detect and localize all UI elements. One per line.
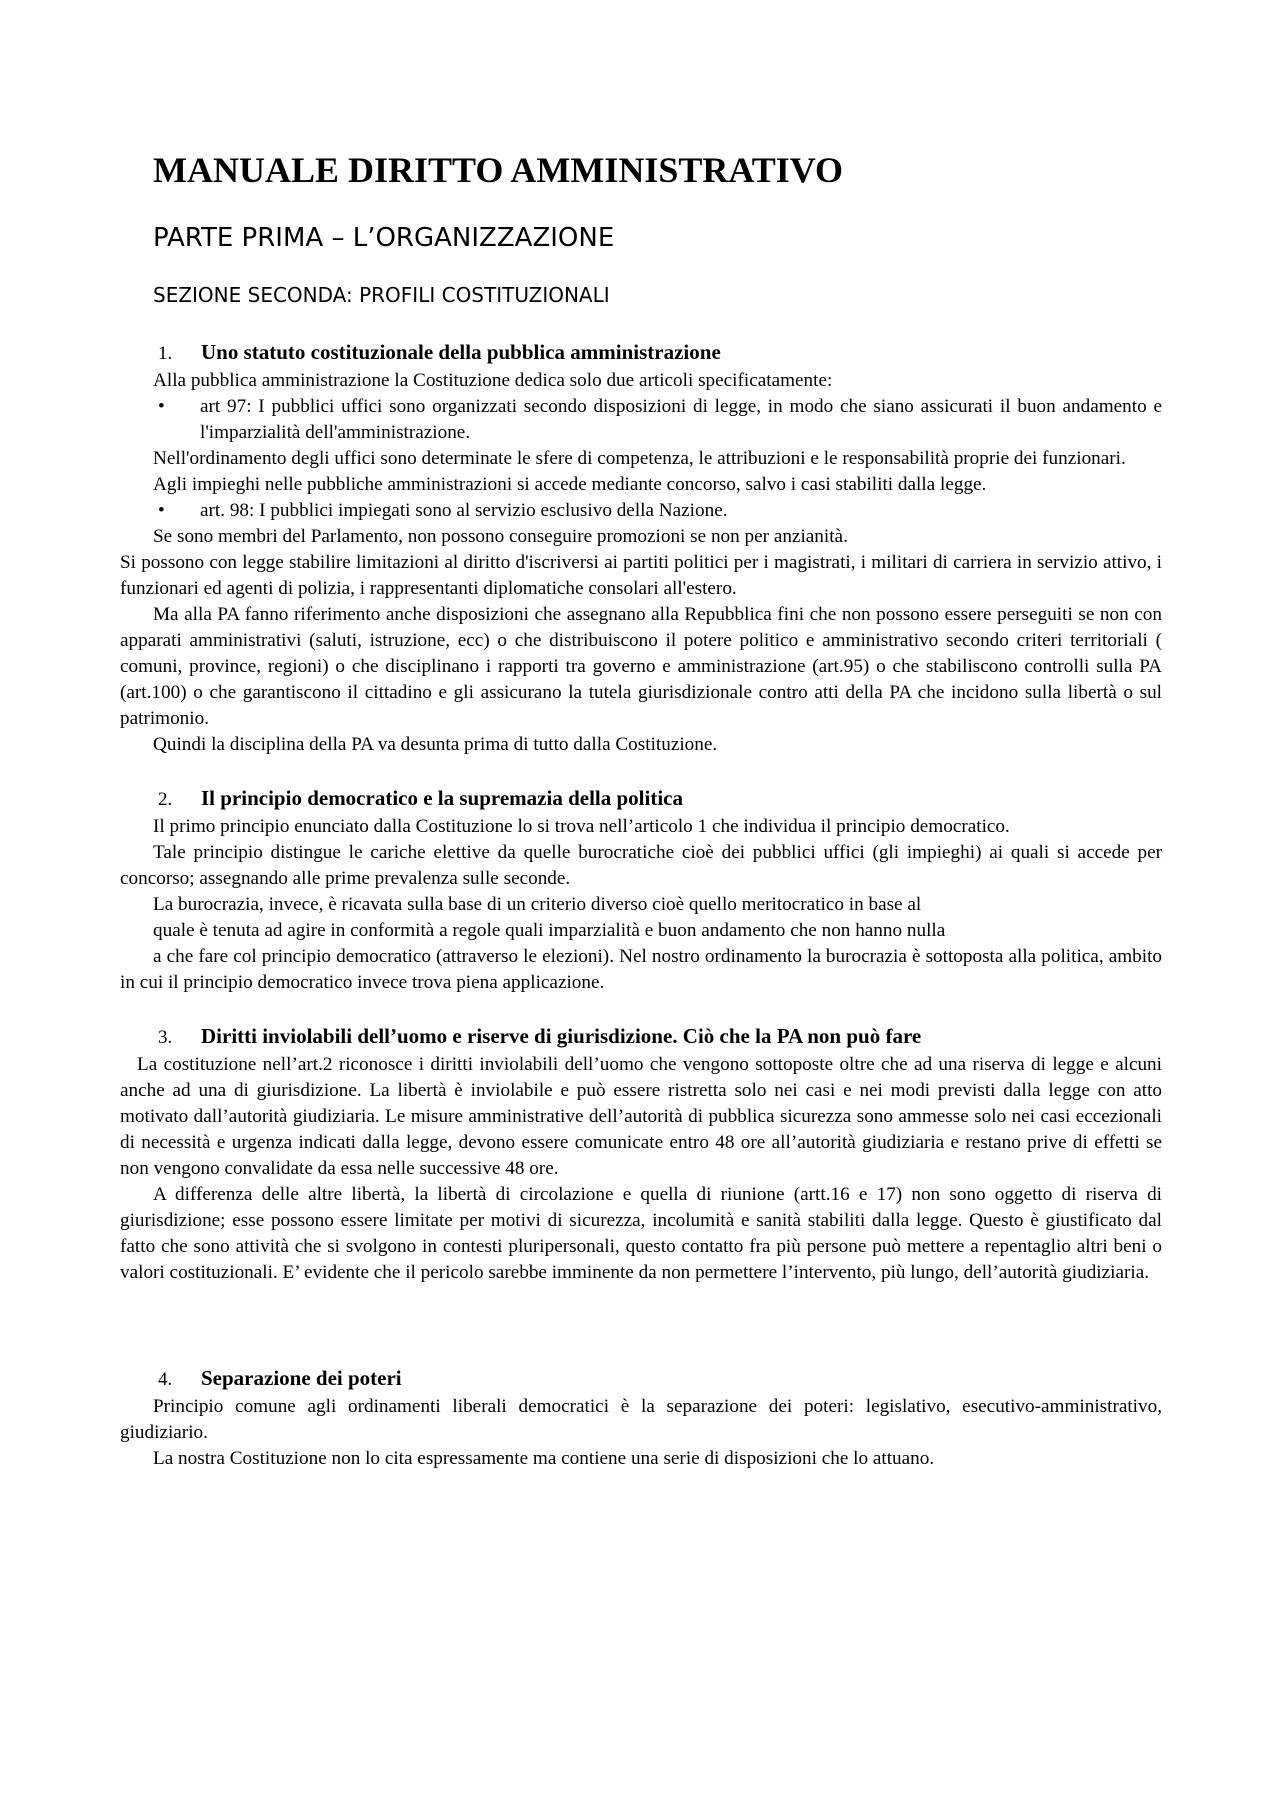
section-number: 3. xyxy=(158,1027,173,1048)
section-heading: Diritti inviolabili dell’uomo e riserve di giurisdizione. Ciò che la PA non può fare xyxy=(201,1024,922,1048)
paragraph: Agli impieghi nelle pubbliche amministrazioni si accede mediante concorso, salvo i casi stabiliti dalla legge. xyxy=(153,474,987,495)
heading-section-3 xyxy=(158,1022,1162,1052)
paragraph: Tale principio distingue le cariche elettive da quelle burocratiche cioè dei pubblici uffici (gli impieghi) ai quali si accede per concorso; assegnando alle prime prevalenza sulle seconde. xyxy=(120,842,1162,889)
paragraph: Alla pubblica amministrazione la Costituzione dedica solo due articoli specificatamente: xyxy=(153,370,833,391)
paragraph: Quindi la disciplina della PA va desunta prima di tutto dalla Costituzione. xyxy=(153,734,718,755)
section-heading: Separazione dei poteri xyxy=(201,1366,402,1390)
list-item xyxy=(120,498,1162,524)
paragraph: Nell'ordinamento degli uffici sono determinate le sfere di competenza, le attribuzioni e le responsabilità proprie dei funzionari. xyxy=(153,448,1126,469)
bullet-icon: • xyxy=(158,396,165,417)
document-title: MANUALE DIRITTO AMMINISTRATIVO xyxy=(153,150,844,190)
paragraph: La nostra Costituzione non lo cita espressamente ma contiene una serie di disposizioni che lo attuano. xyxy=(153,1448,935,1469)
section-title: SEZIONE SECONDA: PROFILI COSTITUZIONALI xyxy=(153,283,610,307)
bullet-icon: • xyxy=(158,500,165,521)
paragraph: Si possono con legge stabilire limitazioni al diritto d'iscriversi ai partiti politici per i magistrati, i militari di carriera in servizio attivo, i funzionari ed agenti di polizia, i rappresentanti diplomatiche consolari all'estero. xyxy=(120,552,1162,599)
paragraph: La costituzione nell’art.2 riconosce i diritti inviolabili dell’uomo che vengono sottoposte oltre che ad una riserva di legge e alcuni anche ad una di giurisdizione. La libertà è inviolabile e può essere ristretta solo nei casi e nei modi previsti dalla legge con atto motivato dall’autorità giudiziaria. Le misure amministrative dell’autorità di pubblica sicurezza sono ammesse solo nei casi eccezionali di necessità e urgenza indicati dalla legge, devono essere comunicate entro 48 ore all’autorità giudiziaria e restano prive di effetti se non vengono convalidate da essa nelle successive 48 ore. xyxy=(120,1054,1162,1179)
section-number: 1. xyxy=(158,343,173,364)
paragraph: Il primo principio enunciato dalla Costituzione lo si trova nell’articolo 1 che individua il principio democratico. xyxy=(153,816,1010,837)
section-number: 2. xyxy=(158,789,173,810)
document-body xyxy=(120,338,1162,1472)
paragraph: Ma alla PA fanno riferimento anche disposizioni che assegnano alla Repubblica fini che non possono essere perseguiti se non con apparati amministrativi (saluti, istruzione, ecc) o che distribuiscono il potere politico e amministrativo secondo criteri territoriali ( comuni, province, regioni) o che disciplinano i rapporti tra governo e amministrazione (art.95) o che stabiliscono controlli sulla PA (art.100) o che garantiscono il cittadino e gli assicurano la tutela giurisdizionale contro atti della PA che incidono sulla libertà o sul patrimonio. xyxy=(120,604,1162,729)
paragraph: quale è tenuta ad agire in conformità a regole quali imparzialità e buon andamento che non hanno nulla xyxy=(153,920,946,941)
section-number: 4. xyxy=(158,1369,173,1390)
list-item-text: art. 98: I pubblici impiegati sono al servizio esclusivo della Nazione. xyxy=(200,500,728,521)
heading-section-1 xyxy=(158,338,1162,368)
paragraph: Principio comune agli ordinamenti liberali democratici è la separazione dei poteri: legislativo, esecutivo-amministrativo, giudiziario. xyxy=(120,1396,1162,1443)
section-heading: Il principio democratico e la supremazia della politica xyxy=(201,786,683,810)
paragraph: A differenza delle altre libertà, la libertà di circolazione e quella di riunione (artt.16 e 17) non sono oggetto di riserva di giurisdizione; esse possono essere limitate per motivi di sicurezza, incolumità e sanità stabiliti dalla legge. Questo è giustificato dal fatto che sono attività che si svolgono in contesti pluripersonali, questo contatto fra più persone può mettere a repentaglio altri beni o valori costituzionali. E’ evidente che il pericolo sarebbe imminente da non permettere l’intervento, più lungo, dell’autorità giudiziaria. xyxy=(120,1184,1162,1283)
section-heading: Uno statuto costituzionale della pubblica amministrazione xyxy=(201,340,721,364)
part-title: PARTE PRIMA – L’ORGANIZZAZIONE xyxy=(153,223,615,253)
list-item xyxy=(120,394,1162,446)
paragraph: La burocrazia, invece, è ricavata sulla base di un criterio diverso cioè quello meritocratico in base al xyxy=(153,894,922,915)
paragraph: Se sono membri del Parlamento, non possono conseguire promozioni se non per anzianità. xyxy=(153,526,848,547)
paragraph: a che fare col principio democratico (attraverso le elezioni). Nel nostro ordinamento la burocrazia è sottoposta alla politica, ambito in cui il principio democratico invece trova piena applicazione. xyxy=(120,946,1162,993)
list-item-text: art 97: I pubblici uffici sono organizzati secondo disposizioni di legge, in modo che siano assicurati il buon andamento e l'imparzialità dell'amministrazione. xyxy=(200,396,1162,443)
heading-section-4 xyxy=(158,1364,1162,1394)
heading-section-2 xyxy=(158,784,1162,814)
